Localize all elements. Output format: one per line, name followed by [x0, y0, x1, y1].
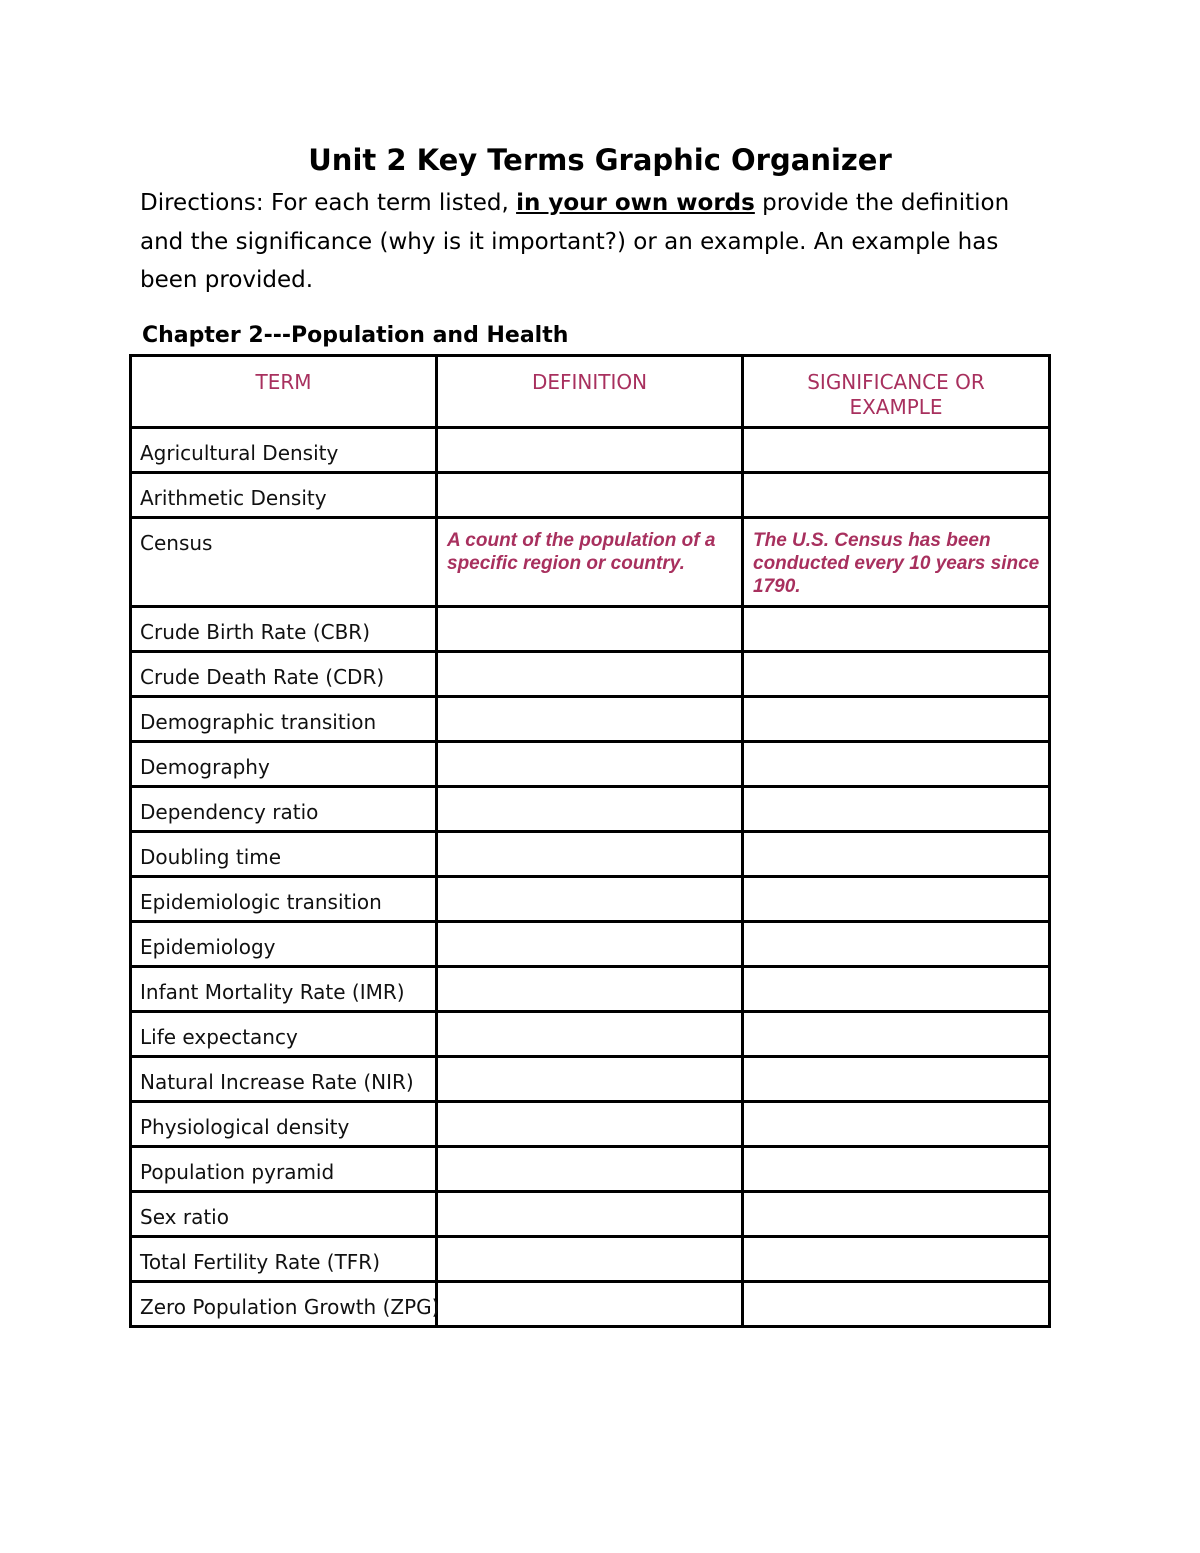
definition-cell[interactable]	[437, 607, 743, 652]
header-definition: DEFINITION	[437, 356, 743, 428]
table-row	[131, 428, 1050, 473]
significance-cell[interactable]	[743, 922, 1050, 967]
significance-cell[interactable]	[743, 877, 1050, 922]
term-cell: Demographic transition	[131, 697, 437, 742]
definition-cell[interactable]	[437, 832, 743, 877]
term-cell: Physiological density	[131, 1102, 437, 1147]
table-row	[131, 1237, 1050, 1282]
term-cell: Census	[131, 518, 437, 607]
table-row	[131, 922, 1050, 967]
table-header-row	[131, 356, 1050, 428]
directions-suffix: provide the definition and the significance (why is it important?) or an example. An example has been provided.	[140, 190, 1010, 293]
term-cell: Sex ratio	[131, 1192, 437, 1237]
table-row	[131, 832, 1050, 877]
definition-cell[interactable]	[437, 428, 743, 473]
term-cell: Natural Increase Rate (NIR)	[131, 1057, 437, 1102]
chapter-heading: Chapter 2---Population and Health	[142, 323, 569, 348]
definition-cell[interactable]	[437, 877, 743, 922]
table-row	[131, 1192, 1050, 1237]
directions-text	[140, 184, 1020, 300]
term-cell: Epidemiology	[131, 922, 437, 967]
significance-cell[interactable]	[743, 1237, 1050, 1282]
definition-cell[interactable]	[437, 1102, 743, 1147]
term-cell: Doubling time	[131, 832, 437, 877]
table-row	[131, 1282, 1050, 1327]
definition-cell[interactable]	[437, 1012, 743, 1057]
significance-cell[interactable]	[743, 1012, 1050, 1057]
term-cell: Life expectancy	[131, 1012, 437, 1057]
table-row	[131, 787, 1050, 832]
definition-cell[interactable]	[437, 1057, 743, 1102]
significance-cell[interactable]	[743, 967, 1050, 1012]
table-row	[131, 1057, 1050, 1102]
significance-cell[interactable]: The U.S. Census has been conducted every 10 years since 1790.	[743, 518, 1050, 607]
definition-cell[interactable]	[437, 473, 743, 518]
definition-cell[interactable]	[437, 742, 743, 787]
definition-cell[interactable]	[437, 652, 743, 697]
definition-cell[interactable]	[437, 697, 743, 742]
table-row	[131, 1012, 1050, 1057]
significance-cell[interactable]	[743, 1282, 1050, 1327]
table-row	[131, 1102, 1050, 1147]
definition-cell[interactable]	[437, 922, 743, 967]
directions-prefix: Directions: For each term listed,	[140, 190, 517, 216]
significance-cell[interactable]	[743, 473, 1050, 518]
definition-cell[interactable]: A count of the population of a specific region or country.	[437, 518, 743, 607]
term-cell: Epidemiologic transition	[131, 877, 437, 922]
table-row	[131, 518, 1050, 607]
significance-cell[interactable]	[743, 1192, 1050, 1237]
significance-cell[interactable]	[743, 787, 1050, 832]
definition-cell[interactable]	[437, 1237, 743, 1282]
term-cell: Total Fertility Rate (TFR)	[131, 1237, 437, 1282]
term-cell: Arithmetic Density	[131, 473, 437, 518]
directions-emphasis: in your own words	[516, 190, 755, 216]
header-significance: SIGNIFICANCE OR EXAMPLE	[743, 356, 1050, 428]
term-cell: Population pyramid	[131, 1147, 437, 1192]
page-title: Unit 2 Key Terms Graphic Organizer	[308, 143, 892, 177]
significance-cell[interactable]	[743, 607, 1050, 652]
table-row	[131, 607, 1050, 652]
significance-cell[interactable]	[743, 652, 1050, 697]
table-row	[131, 967, 1050, 1012]
table-row	[131, 652, 1050, 697]
significance-cell[interactable]	[743, 1057, 1050, 1102]
table-body	[131, 428, 1050, 1327]
significance-cell[interactable]	[743, 1102, 1050, 1147]
term-cell: Demography	[131, 742, 437, 787]
definition-cell[interactable]	[437, 1192, 743, 1237]
significance-cell[interactable]	[743, 832, 1050, 877]
table-row	[131, 697, 1050, 742]
definition-cell[interactable]	[437, 787, 743, 832]
term-cell: Agricultural Density	[131, 428, 437, 473]
term-cell: Dependency ratio	[131, 787, 437, 832]
definition-cell[interactable]	[437, 1282, 743, 1327]
significance-cell[interactable]	[743, 742, 1050, 787]
definition-cell[interactable]	[437, 967, 743, 1012]
key-terms-table	[129, 354, 1051, 1328]
term-cell: Infant Mortality Rate (IMR)	[131, 967, 437, 1012]
table-row	[131, 742, 1050, 787]
significance-cell[interactable]	[743, 697, 1050, 742]
header-term: TERM	[131, 356, 437, 428]
term-cell: Zero Population Growth (ZPG)	[131, 1282, 437, 1327]
significance-cell[interactable]	[743, 1147, 1050, 1192]
table-row	[131, 1147, 1050, 1192]
term-cell: Crude Death Rate (CDR)	[131, 652, 437, 697]
table-row	[131, 877, 1050, 922]
table-row	[131, 473, 1050, 518]
definition-cell[interactable]	[437, 1147, 743, 1192]
significance-cell[interactable]	[743, 428, 1050, 473]
term-cell: Crude Birth Rate (CBR)	[131, 607, 437, 652]
